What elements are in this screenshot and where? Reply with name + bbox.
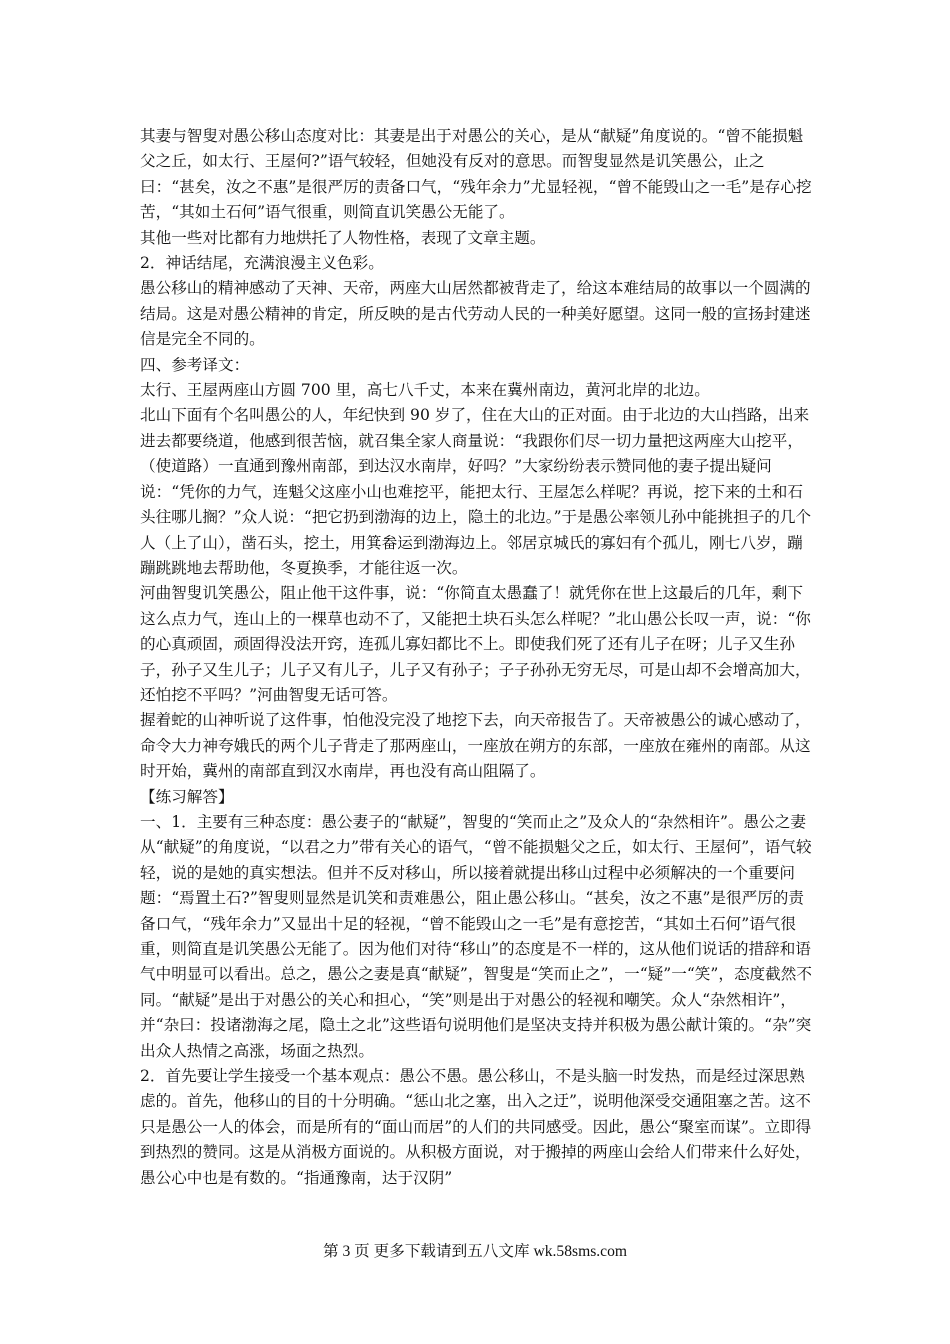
paragraph-translation-yugong: 北山下面有个名叫愚公的人，年纪快到 90 岁了，住在大山的正对面。由于北边的大山挡路，出来进去都要绕道，他感到很苦恼，就召集全家人商量说：“我跟你们尽一切力量把这两座大山挖平，（使道路）一直通到豫州南部，到达汉水南岸，好吗？”大家纷纷表示赞同他的妻子提出疑问说：“凭你的力气，连魁父这座小山也难挖平，能把太行、王屋怎么样呢？再说，挖下来的土和石头往哪儿搁？”众人说：“把它扔到渤海的边上，隐土的北边。”于是愚公率领儿孙中能挑担子的几个人（上了山），凿石头，挖土，用箕畚运到渤海边上。邻居京城氏的寡妇有个孤儿，刚七八岁，蹦蹦跳跳地去帮助他，冬夏换季，才能往返一次。 bbox=[140, 406, 812, 577]
paragraph-contrast-summary: 其他一些对比都有力地烘托了人物性格，表现了文章主题。 bbox=[140, 228, 546, 247]
paragraph-comparison: 其妻与智叟对愚公移山态度对比：其妻是出于对愚公的关心，是从“献疑”角度说的。“曾不能损魁父之丘，如太行、王屋何?”语气较轻，但她没有反对的意思。而智叟显然是讥笑愚公，止之曰：“甚矣，汝之不惠”是很严厉的责备口气，“残年余力”尤显轻视，“曾不能毁山之一毛”是存心挖苦，“其如土石何”语气很重，则简直讥笑愚公无能了。 bbox=[140, 127, 812, 222]
page-footer: 第 3 页 更多下载请到五八文库 wk.58sms.com bbox=[322, 1243, 628, 1260]
section-heading-translation: 四、参考译文： bbox=[140, 355, 250, 374]
paragraph-translation-zhisou: 河曲智叟讥笑愚公，阻止他干这件事，说：“你简直太愚蠢了！就凭你在世上这最后的几年，剩下这么点力气，连山上的一棵草也动不了，又能把土块石头怎么样呢？”北山愚公长叹一声，说：“你的心真顽固，顽固得没法开窍，连孤儿寡妇都比不上。即使我们死了还有儿子在呀；儿子又生孙子，孙子又生儿子；儿子又有儿子，儿子又有孙子；子子孙孙无穷无尽，可是山却不会增高加大，还怕挖不平吗？”河曲智叟无话可答。 bbox=[140, 584, 811, 704]
paragraph-myth-ending: 愚公移山的精神感动了天神、天帝，两座大山居然都被背走了，给这本难结局的故事以一个圆满的结局。这是对愚公精神的肯定，所反映的是古代劳动人民的一种美好愿望。这同一般的宣扬封建迷信是完全不同的。 bbox=[140, 279, 811, 349]
document-body bbox=[140, 124, 812, 1191]
paragraph-exercise-2: 2．首先要让学生接受一个基本观点：愚公不愚。愚公移山，不是头脑一时发热，而是经过深思熟虑的。首先，他移山的目的十分明确。“惩山北之塞，出入之迂”，说明他深受交通阻塞之苦。这不只是愚公一人的体会，而是所有的“面山而居”的人们的共同感受。因此，愚公“聚室而谋”。立即得到热烈的赞同。这是从消极方面说的。从积极方面说，对于搬掉的两座山会给人们带来什么好处，愚公心中也是有数的。“指通豫南，达于汉阴” bbox=[140, 1067, 812, 1187]
section-heading-exercises: 【练习解答】 bbox=[140, 787, 234, 806]
paragraph-myth-ending-heading: 2．神话结尾，充满浪漫主义色彩。 bbox=[140, 254, 384, 273]
paragraph-translation-ending: 握着蛇的山神听说了这件事，怕他没完没了地挖下去，向天帝报告了。天帝被愚公的诚心感动了，命令大力神夸娥氏的两个儿子背走了那两座山，一座放在朔方的东部，一座放在雍州的南部。从这时开始，冀州的南部直到汉水南岸，再也没有高山阻隔了。 bbox=[140, 711, 811, 781]
paragraph-translation-mountains: 太行、王屋两座山方圆 700 里，高七八千丈，本来在冀州南边，黄河北岸的北边。 bbox=[140, 381, 710, 400]
paragraph-exercise-1: 一、1．主要有三种态度：愚公妻子的“献疑”，智叟的“笑而止之”及众人的“杂然相许”。愚公之妻从“献疑”的角度说，“以君之力”带有关心的语气，“曾不能损魁父之丘，如太行、王屋何”，语气较轻，说的是她的真实想法。但并不反对移山，所以接着就提出移山过程中必须解决的一个重要问题：“焉置土石?”智叟则显然是讥笑和责难愚公，阻止愚公移山。“甚矣，汝之不惠”是很严厉的责备口气，“残年余力”又显出十足的轻视，“曾不能毁山之一毛”是有意挖苦，“其如土石何”语气很重，则简直是讥笑愚公无能了。因为他们对待“移山”的态度是不一样的，这从他们说话的措辞和语气中明显可以看出。总之，愚公之妻是真“献疑”，智叟是“笑而止之”，一“疑”一“笑”，态度截然不同。“献疑”是出于对愚公的关心和担心，“笑”则是出于对愚公的轻视和嘲笑。众人“杂然相许”，并“杂曰：投诸渤海之尾，隐土之北”这些语句说明他们是坚决支持并积极为愚公献计策的。“杂”突出众人热情之高涨，场面之热烈。 bbox=[140, 812, 812, 1060]
